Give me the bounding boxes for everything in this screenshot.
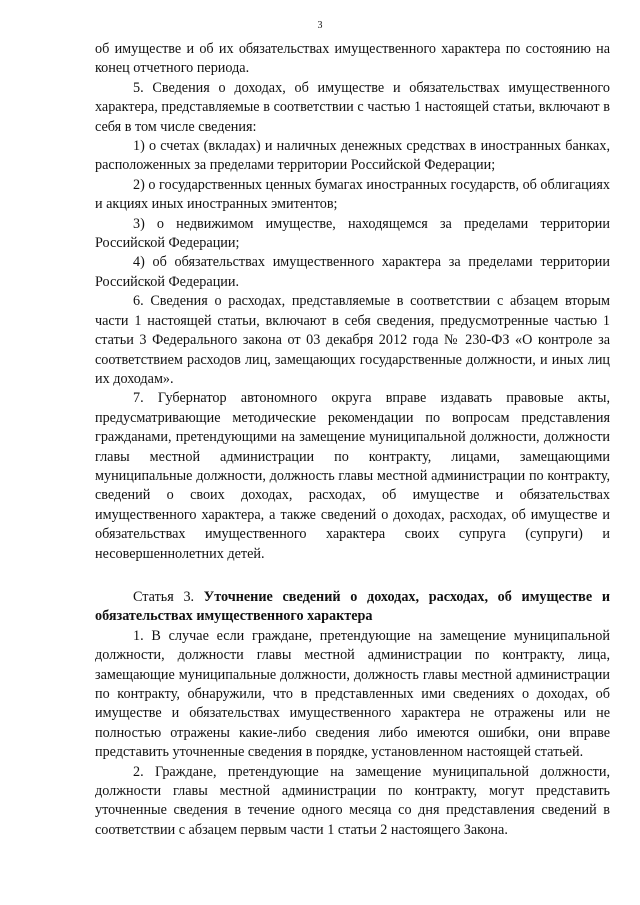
article-label: Статья 3. bbox=[133, 588, 195, 605]
paragraph: 3) о недвижимом имуществе, находящемся за пределами территории Российской Федерации; bbox=[95, 215, 610, 252]
page-number: 3 bbox=[317, 20, 323, 31]
paragraph: 1. В случае если граждане, претендующие на замещение муниципальной должности, должности главы местной администрации по контракту, лица, замещающие муниципальные должности, должность главы местной администрации по контракту, обнаружили, что в представленных ими сведениях о доходах, об имуществе и обязательствах имущественного характера не отражены или не полностью отражены какие-либо сведения либо имеются ошибки, они вправе представить уточненные сведения в порядке, установленном настоящей статьей. bbox=[95, 627, 610, 761]
document-body bbox=[95, 40, 610, 840]
article-3-heading bbox=[95, 588, 610, 627]
paragraph: 6. Сведения о расходах, представляемые в соответствии с абзацем вторым части 1 настоящей статьи, включают в себя сведения, предусмотренные частью 1 статьи 3 Федерального закона от 03 декабря 2012 года № 230-ФЗ «О контроле за соответствием расходов лиц, замещающих государственные должности, и иных лиц их доходам». bbox=[95, 293, 610, 387]
paragraph: 7. Губернатор автономного округа вправе издавать правовые акты, предусматривающие методические рекомендации по вопросам представления гражданами, претендующими на замещение муниципальной должности, должности главы местной администрации по контракту, лицами, замещающими муниципальные должности, должность главы местной администрации по контракту, сведений о своих доходах, расходах, об имуществе и обязательствах имущественного характера, а также сведений о доходах, расходах, об имуществе и обязательствах имущественного характера своих супруга (супруги) и несовершеннолетних детей. bbox=[95, 390, 610, 562]
article-3-body bbox=[95, 627, 610, 840]
paragraph: 1) о счетах (вкладах) и наличных денежных средствах в иностранных банках, расположенных за пределами территории Российской Федерации; bbox=[95, 138, 610, 174]
article-title: Уточнение сведений о доходах, расходах, об имуществе и обязательствах имущественного характера bbox=[95, 588, 610, 625]
paragraph: 5. Сведения о доходах, об имуществе и обязательствах имущественного характера, представляемые в соответствии с частью 1 настоящей статьи, включают в себя в том числе сведения: bbox=[95, 79, 610, 135]
section-spacer bbox=[95, 564, 610, 588]
article-2-continuation bbox=[95, 40, 610, 564]
paragraph: 2) о государственных ценных бумагах иностранных государств, об облигациях и акциях иных иностранных эмитентов; bbox=[95, 176, 610, 213]
paragraph: 4) об обязательствах имущественного характера за пределами территории Российской Федерации. bbox=[95, 254, 610, 290]
paragraph: об имуществе и об их обязательствах имущественного характера по состоянию на конец отчетного периода. bbox=[95, 41, 610, 77]
paragraph: 2. Граждане, претендующие на замещение муниципальной должности, должности главы местной администрации по контракту, могут представить уточненные сведения в течение одного месяца со дня представления сведений в соответствии с абзацем первым части 1 статьи 2 настоящего Закона. bbox=[95, 763, 610, 838]
